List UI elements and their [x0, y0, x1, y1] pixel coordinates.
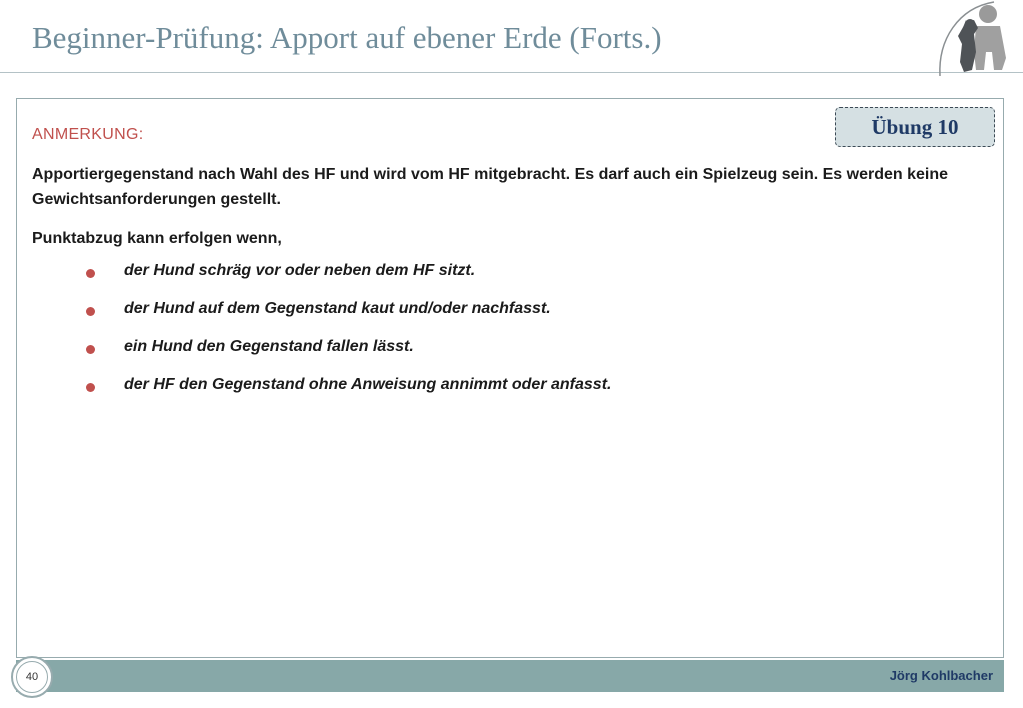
- person-with-dog-logo: [936, 0, 1023, 78]
- bullet-dot-icon: [86, 269, 95, 278]
- footer-bar: [16, 660, 1004, 692]
- list-item-text: ein Hund den Gegenstand fallen lässt.: [124, 338, 414, 355]
- list-item: [0, 338, 900, 364]
- bullet-dot-icon: [86, 307, 95, 316]
- list-item-text: der Hund auf dem Gegenstand kaut und/oder nachfasst.: [124, 300, 551, 317]
- page-number-badge: [11, 656, 53, 698]
- list-item: [0, 376, 900, 402]
- paragraph-deductions-intro: Punktabzug kann erfolgen wenn,: [32, 230, 282, 247]
- list-item-text: der HF den Gegenstand ohne Anweisung annimmt oder anfasst.: [124, 376, 612, 393]
- author-name: Jörg Kohlbacher: [889, 668, 993, 683]
- title-divider: [0, 72, 1023, 73]
- bullet-dot-icon: [86, 345, 95, 354]
- exercise-badge: Übung 10: [835, 107, 995, 147]
- page-number: 40: [16, 661, 48, 693]
- paragraph-equipment: Apportiergegenstand nach Wahl des HF und wird vom HF mitgebracht. Es darf auch ein Spielzeug sein. Es werden keine Gewichtsanforderungen gestellt.: [32, 166, 949, 208]
- list-item-text: der Hund schräg vor oder neben dem HF sitzt.: [124, 262, 476, 279]
- slide-title: Beginner-Prüfung: Apport auf ebener Erde (Forts.): [32, 20, 662, 55]
- note-heading: ANMERKUNG:: [32, 126, 144, 143]
- bullet-dot-icon: [86, 383, 95, 392]
- list-item: [0, 262, 900, 288]
- list-item: [0, 300, 900, 326]
